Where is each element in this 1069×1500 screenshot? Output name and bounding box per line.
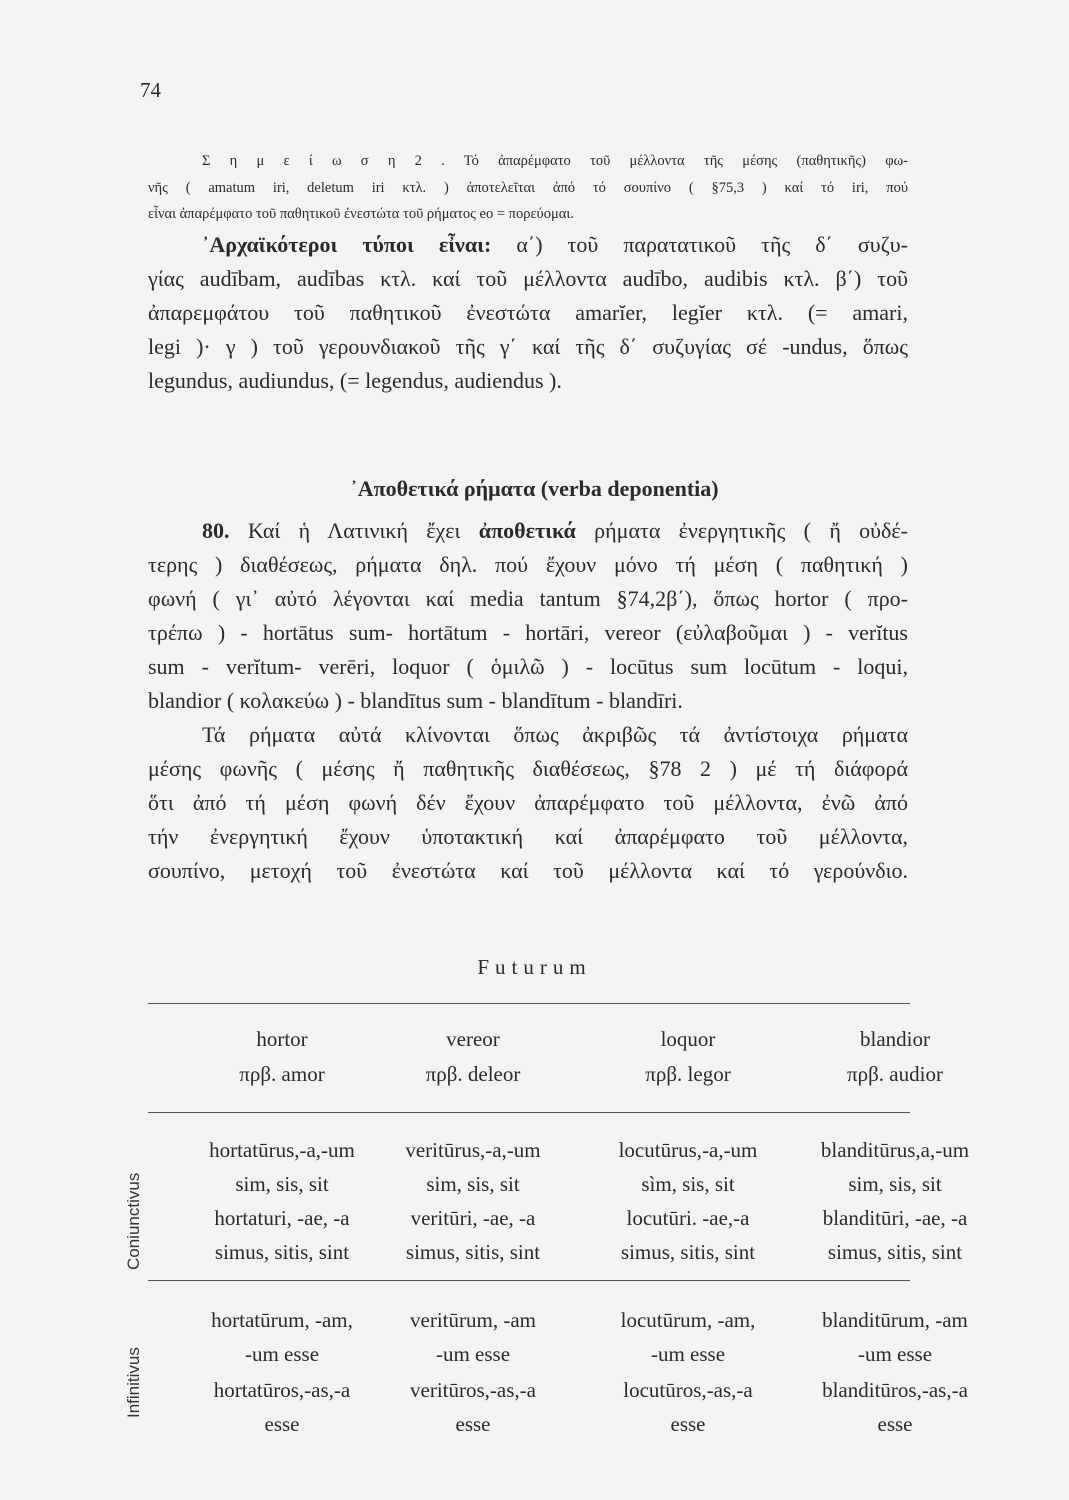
coniunctivus-cell: veritūrus,-a,-um (405, 1138, 541, 1162)
column-verb: loquor (660, 1027, 716, 1051)
text: ρήματα ἐνεργητικῆς ( ἤ οὐδέ- (575, 518, 908, 543)
coniunctivus-cell: simus, sitis, sint (620, 1240, 756, 1264)
infinitivus-cell: veritūrum, -am (410, 1308, 536, 1332)
infinitivus-cell: -um esse (650, 1342, 726, 1366)
coniunctivus-cell: simus, sitis, sint (405, 1240, 541, 1264)
text-line: τρέπω ) - hortātus sum- hortātum - hortāri, vereor (εὐλαβοῦμαι ) - verĭtus (148, 620, 908, 645)
text-line: ὅτι ἀπό τή μέση φωνή δέν ἔχουν ἀπαρέμφατο τοῦ μέλλοντα, ἐνῶ ἀπό (148, 790, 908, 815)
text-line: φωνή ( γι᾿ αὐτό λέγονται καί media tantum §74,2β΄), ὅπως hortor ( προ- (148, 586, 908, 611)
infinitivus-cell: blanditūros,-as,-a (822, 1378, 968, 1402)
text-line: sum - verĭtum- verēri, loquor ( ὁμιλῶ ) - locūtus sum locūtum - loqui, (148, 654, 908, 679)
divider (148, 1112, 910, 1113)
column-compare: πρβ. deleor (425, 1062, 521, 1086)
column-verb: blandior (860, 1027, 930, 1051)
text-line: γίας audībam, audības κτλ. καί τοῦ μέλλοντα audībo, audibis κτλ. β΄) τοῦ (148, 266, 908, 291)
column-verb: hortor (256, 1027, 308, 1051)
column-compare: πρβ. audior (847, 1062, 943, 1086)
coniunctivus-cell: blanditūri, -ae, -a (822, 1206, 968, 1230)
text-line: legi )· γ ) τοῦ γερουνδιακοῦ τῆς γ΄ καί τῆς δ΄ συζυγίας σέ -undus, ὅπως (148, 334, 908, 359)
row-label-coniunctivus: Coniunctivus (124, 1172, 143, 1270)
divider (148, 1003, 910, 1004)
text-line: blandior ( κολακεύω ) - blandītus sum - blandītum - blandīri. (148, 688, 683, 713)
infinitivus-cell: hortatūrum, -am, (211, 1308, 353, 1332)
infinitivus-cell: -um esse (435, 1342, 511, 1366)
text: α΄) τοῦ παρατατικοῦ τῆς δ΄ συζυ- (491, 232, 908, 257)
text-line: ἀπαρεμφάτου τοῦ παθητικοῦ ἐνεστώτα amarĭer, legĭer κτλ. (= amari, (148, 300, 908, 325)
text-line: τήν ἐνεργητική ἔχουν ὑποτακτική καί ἀπαρέμφατο τοῦ μέλλοντα, (148, 824, 908, 849)
row-label-infinitivus: Infinitivus (124, 1347, 143, 1418)
column-compare: πρβ. amor (239, 1062, 325, 1086)
coniunctivus-cell: sim, sis, sit (235, 1172, 329, 1196)
coniunctivus-cell: veritūri, -ae, -a (410, 1206, 536, 1230)
coniunctivus-cell: simus, sitis, sint (214, 1240, 350, 1264)
text-line: τερης ) διαθέσεως, ρήματα δηλ. πού ἔχουν μόνο τή μέση ( παθητική ) (148, 552, 908, 577)
coniunctivus-cell: sim, sis, sit (426, 1172, 520, 1196)
infinitivus-cell: locutūros,-as,-a (623, 1378, 753, 1402)
text-line: σουπίνο, μετοχή τοῦ ἐνεστώτα καί τοῦ μέλλοντα καί τό γερούνδιο. (148, 858, 908, 883)
coniunctivus-cell: hortatūrus,-a,-um (209, 1138, 355, 1162)
divider (148, 1280, 910, 1281)
section-number: 80. (202, 518, 230, 543)
table-title: Futurum (477, 955, 592, 979)
bold-term: ἀποθετικά (478, 518, 576, 543)
coniunctivus-cell: locutūrus,-a,-um (618, 1138, 758, 1162)
column-verb: vereor (446, 1027, 500, 1051)
infinitivus-cell: esse (264, 1412, 300, 1436)
infinitivus-cell: hortatūros,-as,-a (213, 1378, 351, 1402)
infinitivus-cell: esse (877, 1412, 913, 1436)
coniunctivus-cell: simus, sitis, sint (827, 1240, 963, 1264)
text-line: legundus, audiundus, (= legendus, audiendus ). (148, 368, 562, 393)
coniunctivus-cell: locutūri. -ae,-a (626, 1206, 750, 1230)
text-line: Τά ρήματα αὐτά κλίνονται ὅπως ἀκριβῶς τά ἀντίστοιχα ρήματα (202, 722, 908, 747)
infinitivus-cell: locutūrum, -am, (620, 1308, 756, 1332)
coniunctivus-cell: sim, sis, sit (848, 1172, 942, 1196)
column-compare: πρβ. legor (645, 1062, 731, 1086)
page-number: 74 (140, 78, 161, 102)
infinitivus-cell: esse (670, 1412, 706, 1436)
coniunctivus-cell: blanditūrus,a,-um (820, 1138, 970, 1162)
text-line: μέσης φωνῆς ( μέσης ἤ παθητικῆς διαθέσεως, §78 2 ) μέ τή διάφορά (148, 756, 908, 781)
infinitivus-cell: -um esse (857, 1342, 933, 1366)
bold-lead: ᾿Αρχαϊκότεροι τύποι εἶναι: (202, 232, 492, 257)
infinitivus-cell: esse (455, 1412, 491, 1436)
coniunctivus-cell: sìm, sis, sit (641, 1172, 735, 1196)
note-line: εἶναι ἀπαρέμφατο τοῦ παθητικοῦ ἐνεστώτα τοῦ ρήματος eo = πορεύομαι. (148, 206, 574, 222)
infinitivus-cell: veritūros,-as,-a (410, 1378, 536, 1402)
infinitivus-cell: -um esse (244, 1342, 320, 1366)
text: Καί ἡ Λατινική ἔχει (229, 518, 479, 543)
section-heading: ᾿Αποθετικά ρήματα (verba deponentia) (350, 476, 719, 501)
note-line: νῆς ( amatum iri, deletum iri κτλ. ) ἀποτελεῖται ἀπό τό σουπίνο ( §75,3 ) καί τό iri, πού (148, 180, 908, 196)
infinitivus-cell: blanditūrum, -am (822, 1308, 968, 1332)
note-line: Σ η μ ε ί ω σ η 2 . Τό ἀπαρέμφατο τοῦ μέλλοντα τῆς μέσης (παθητικῆς) φω- (202, 153, 908, 169)
coniunctivus-cell: hortaturi, -ae, -a (214, 1206, 350, 1230)
